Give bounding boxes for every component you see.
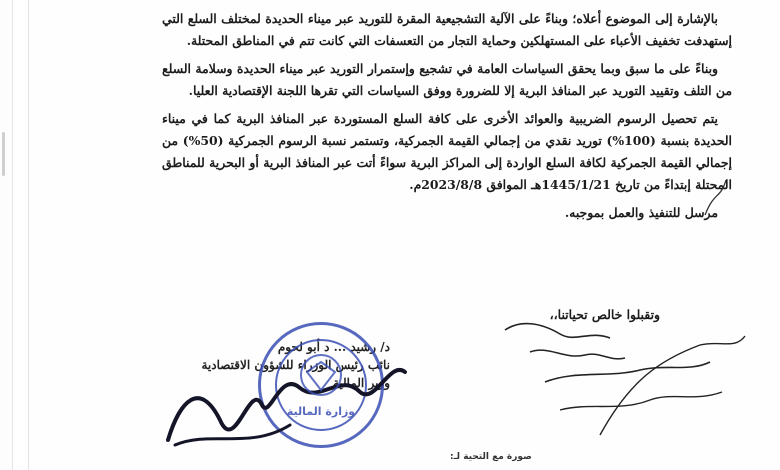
paragraph-reference: بالإشارة إلى الموضوع أعلاه؛ وبناءً على الآلية التشجيعية المقرة للتوريد عبر ميناء الحديدة لمختلف السلع التي إستهدفت تخفيف الأعباء على المستهلكين وحماية التجار من التعسفات التي كانت تتم في المناطق المحتلة. [162, 11, 732, 48]
closing-greeting: وتقبلوا خالص تحياتنا،، [549, 307, 660, 322]
paragraph-instruction: مرسل للتنفيذ والعمل بموجبه. [564, 205, 718, 220]
signatory-name: د/ رشيد ... د أبو لحوم [277, 340, 390, 354]
signatory-ministry: وزير المالية [332, 376, 390, 390]
official-stamp [258, 322, 384, 448]
paragraph-policy: وبناءً على ما سبق وبما يحقق السياسات العامة في تشجيع وإستمرار التوريد عبر ميناء الحديدة وسلامة السلع من التلف وتقييد التوريد عبر المنافذ البرية إلا للضرورة ووفق السياسات التي تقرها اللجنة الإقتصادية العليا. [162, 61, 732, 98]
signatory-title: نائب رئيس الوزراء للشؤون الاقتصادية [201, 358, 390, 372]
letter-body [162, 8, 732, 230]
page-edge-divider [28, 0, 29, 470]
footer-cc-note: صورة مع التحية لـ: [450, 452, 532, 462]
viewer-left-frame [0, 0, 13, 470]
stamp-label: وزارة المالية [286, 405, 356, 418]
paragraph-decision: يتم تحصيل الرسوم الضريبية والعوائد الأخرى على كافة السلع المستوردة عبر المنافذ البرية كما في ميناء الحديدة بنسبة (100%) توريد نقدي من إجمالي القيمة الجمركية، وتستمر نسبة الرسوم الجمركية (50%) من إجمالي القيمة الجمركية لكافة السلع الواردة إلى المراكز البرية سواءً أتت عبر المنافذ البرية أو البحرية للمناطق المحتلة إبتداءً من تاريخ 1445/1/21هـ الموافق 2023/8/8م. [162, 111, 732, 192]
scroll-indicator[interactable] [2, 132, 5, 176]
